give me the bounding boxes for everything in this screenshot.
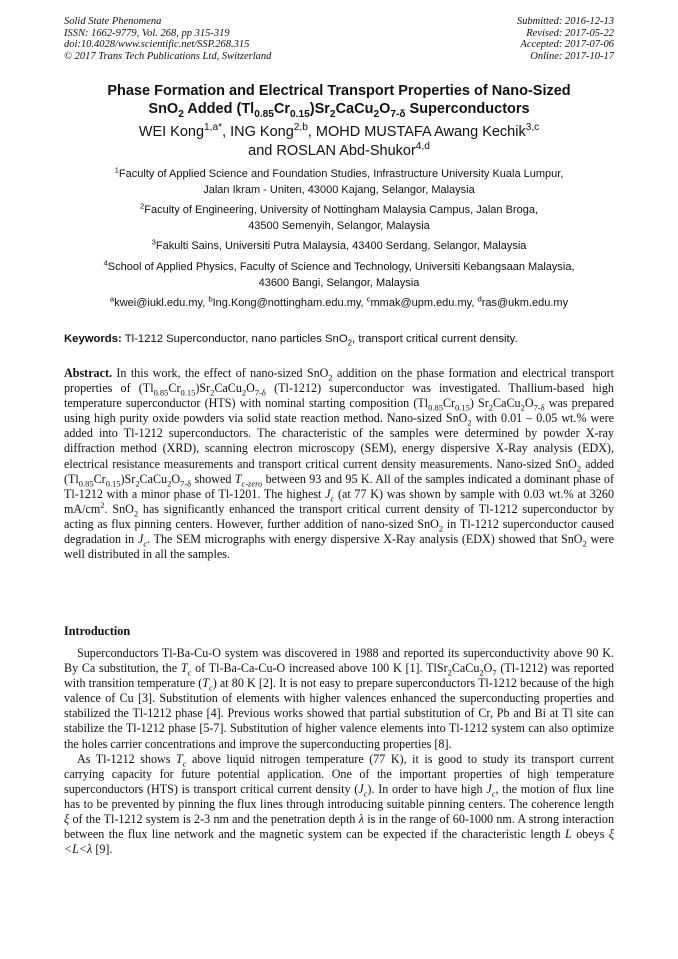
email-link-2[interactable]: Ing.Kong@nottingham.edu.my,	[212, 297, 367, 309]
author-list	[64, 123, 614, 161]
affiliation-2: $^2$Faculty of Engineering, University of Nottingham Malaysia Campus, Jalan Broga, 43500 Semenyih, Selangor, Malaysia	[139, 201, 539, 232]
affiliation-4: $^4$School of Applied Physics, Faculty of Science and Technology, Universiti Kebangsaan Malaysia, 43600 Bangi, Selangor, Malaysia	[103, 258, 575, 289]
abstract-label: Abstract.	[64, 366, 113, 380]
date-info	[517, 16, 614, 62]
intro-paragraph-2: As Tl-1212 shows $T_c$ above liquid nitrogen temperature (77 K), it is good to study its transport current carrying capacity for future potential application. One of the important properties of high temperature superconductors (HTS) is transport critical current density $(J_c)$. In order to have high $J_c$, the motion of flux line has to be prevented by pinning the flux lines through introducing suitable pinning centers. The coherence length ξ of the Tl-1212 system is 2-3 nm and the penetration depth λ is in the range of 60-1000 nm. A strong interaction between the flux line network and the magnetic system can be expected if the characteristic length L obeys ξ <L<λ [9].	[64, 751, 615, 857]
doi-line: doi:10.4028/www.scientific.net/SSP.268.315	[64, 39, 250, 50]
issn-line: ISSN: 1662-9779, Vol. 268, pp 315-319	[64, 27, 230, 39]
journal-name: Solid State Phenomena	[64, 16, 162, 27]
intro-paragraph-1: Superconductors Tl-Ba-Cu-O system was discovered in 1988 and reported its superconductivity above 90 K. By Ca substitution, the $T_c$ of Tl-Ba-Ca-Cu-O increased above 100 K [1]. $TlSr_2CaCu_2O_7$ (Tl-1212) was reported with transition temperature $(T_c)$ at 80 K [2]. It is not easy to prepare superconductors Tl-1212 because of the high valence of Cu [3]. Substitution of elements with higher valences enhanced the superconducting properties and stabilized the Tl-1212 phase [4]. Previous works showed that partial substitution of Cr, Pb and Bi at Tl site can stabilize the Tl-1212 phase [5-7]. Substitution of higher valence elements into Tl-1212 system can also optimize the holes carrier concentrations and improve the superconducting properties [8].	[64, 646, 615, 751]
introduction-heading: Introduction	[64, 624, 131, 638]
email-link-3[interactable]: mmak@upm.edu.my,	[370, 297, 478, 309]
affiliation-1: $^1$Faculty of Applied Science and Foundation Studies, Infrastructure University Kuala Lumpur, Jalan Ikram - Uniten, 43000 Kajang, Selangor, Malaysia	[114, 165, 564, 196]
revised-date: Revised: 2017-05-22	[526, 27, 614, 39]
paper-title	[64, 82, 614, 118]
copyright-line: © 2017 Trans Tech Publications Ltd, Switzerland	[64, 50, 272, 62]
author-emails: $^a$kwei@iukl.edu.my, $^b$Ing.Kong@nottingham.edu.my, $^c$mmak@upm.edu.my, $^d$ras@ukm.edu.my	[109, 294, 569, 309]
keywords: Keywords: Tl-1212 Superconductor, nano particles SnO$_2$, transport critical current density.	[64, 333, 518, 348]
email-link-4[interactable]: ras@ukm.edu.my	[481, 297, 569, 309]
affiliation-3: $^3$Fakulti Sains, Universiti Putra Malaysia, 43400 Serdang, Selangor, Malaysia	[151, 237, 527, 252]
email-link-1[interactable]: kwei@iukl.edu.my,	[114, 297, 209, 309]
submitted-date: Submitted: 2016-12-13	[516, 16, 614, 27]
authors-line-1: WEI Kong$^{1,a*}$, ING Kong$^{2,b}$, MOHD MUSTAFA Awang Kechik$^{3,c}$	[138, 122, 540, 140]
abstract: Abstract. In this work, the effect of nano-sized SnO$_2$ addition on the phase formation and electrical transport properties of $(Tl_{0.85}Cr_{0.15})Sr_2CaCu_2O_{7-\delta}$ (Tl-1212) superconductor was investigated. Thallium-based high temperature superconductor (HTS) with nominal starting composition $(Tl_{0.85}Cr_{0.15})$ $Sr_2CaCu_2O_{7-\delta}$ was prepared using high purity oxide powders via solid state reaction method. Nano-sized SnO$_2$ with 0.01 – 0.05 wt.% were added into Tl-1212 superconductors. The characteristic of the samples were determined by powder X-ray diffraction method (XRD), scanning electron microscopy (SEM), energy dispersive X-Ray analysis (EDX), electrical resistance measurements and transport critical current density measurements. Nano-sized SnO$_2$ added $(Tl_{0.85}Cr_{0.15})Sr_2CaCu_2O_{7-\delta}$ showed $T_{c-zero}$ between 93 and 95 K. All of the samples indicated a dominant phase of Tl-1212 with a minor phase of Tl-1201. The highest $J_c$ (at 77 K) was shown by sample with 0.03 wt.% at 3260 $mA/cm^2$. SnO$_2$ has significantly enhanced the transport critical current density of Tl-1212 superconductor by acting as flux pinning centers. However, further addition of nano-sized SnO$_2$ in Tl-1212 superconductor caused degradation in $J_c$. The SEM micrographs with energy dispersive X-Ray analysis (EDX) showed that SnO$_2$ were well distributed in all the samples.	[64, 366, 615, 562]
title-line-1: Phase Formation and Electrical Transport Properties of Nano-Sized	[107, 83, 571, 99]
journal-info	[64, 16, 271, 62]
accepted-date: Accepted: 2017-07-06	[520, 39, 614, 50]
introduction-body	[64, 646, 614, 857]
online-date: Online: 2017-10-17	[530, 50, 614, 62]
title-line-2: SnO$_2$ Added $(Tl_{0.85}Cr_{0.15})Sr_2CaCu_2O_{7-\delta}$ Superconductors	[148, 101, 530, 120]
authors-line-2: and ROSLAN Abd-Shukor$^{4,d}$	[248, 141, 430, 159]
keywords-label: Keywords:	[64, 333, 122, 345]
